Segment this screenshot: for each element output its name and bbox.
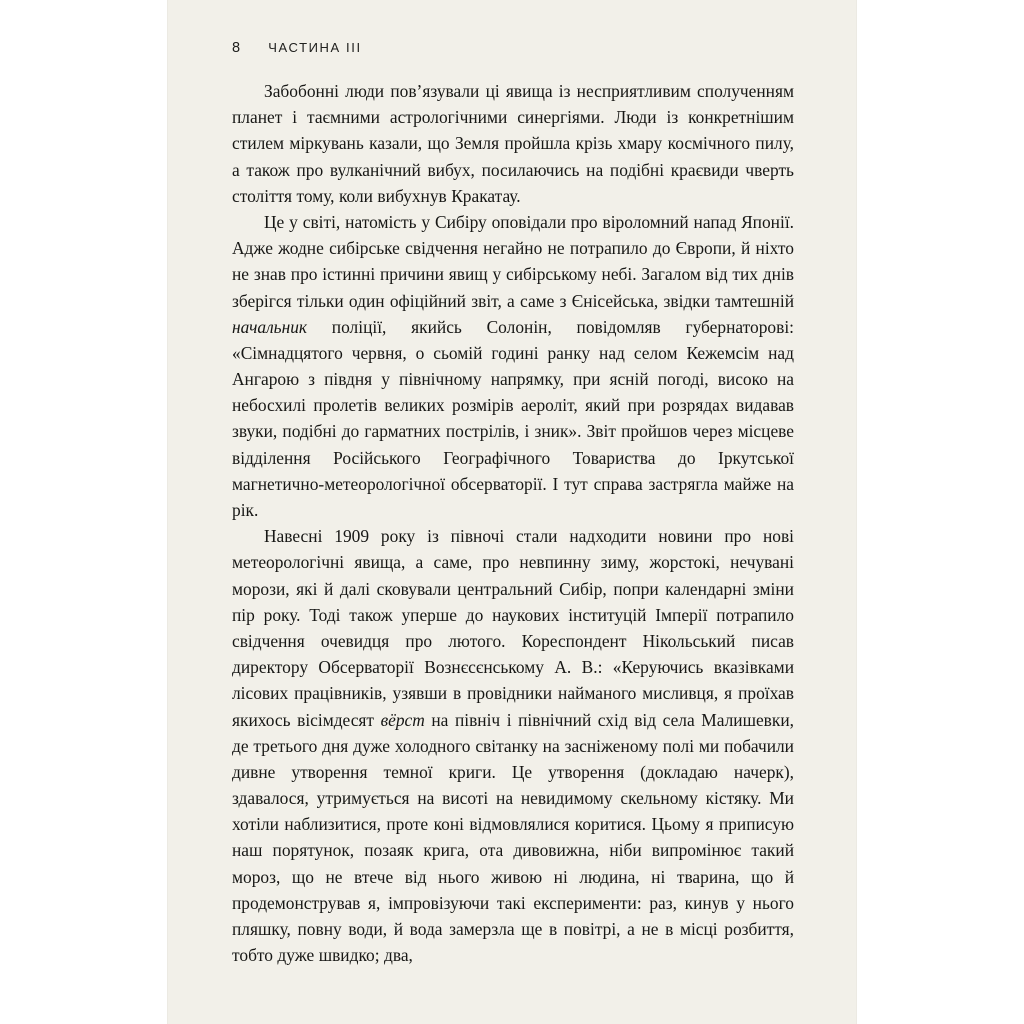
italic-term: начальник <box>232 316 308 337</box>
text-run: на північ і північний схід від села Малишевки, де третього дня дуже холодного світанку на засніженому полі ми побачили дивне утворення темної криги. Це утворення (докладаю начерк), здавалося, утримується на висоті на невидимому скельному кістяку. Ми хотіли наблизитися, проте коні відмовлялися коритися. Цьому я приписую наш порятунок, позаяк крига, ота дивовижна, ніби випромінює такий мороз, що не втече від нього живою ні людина, ні тварина, що й продемонстрував я, імпровізуючи такі експерименти: раз, кинув у нього пляшку, повну води, й вода замерзла ще в повітрі, а не в місці розбиття, тобто дуже швидко; два, <box>232 709 794 966</box>
body-text <box>232 78 794 968</box>
running-head <box>232 40 794 56</box>
paragraph-1: Забобонні люди пов’язували ці явища із несприятливим сполученням планет і таємними астрологічними синергіями. Люди із конкретнішим стилем міркувань казали, що Земля пройшла крізь хмару космічного пилу, а також про вулканічний вибух, посилаючись на подібні краєвиди чверть століття тому, коли вибухнув Кракатау. <box>232 81 794 206</box>
book-page <box>168 0 856 1024</box>
chapter-title: ЧАСТИНА III <box>268 40 362 55</box>
text-run: Навесні 1909 року із півночі стали надходити новини про нові метеорологічні явища, а саме, про невпинну зиму, жорстокі, нечувані морози, які й далі сковували центральний Сибір, попри календарні зміни пір року. Тоді також уперше до наукових інституцій Імперії потрапило свідчення очевидця про лютого. Кореспондент Нікольський писав директору Обсерваторії Вознєсєнському А. В.: «Керуючись вказівками лісових працівників, узявши в провідники найманого мисливця, я проїхав якихось вісімдесят <box>232 526 794 730</box>
paragraph-2 <box>232 209 794 523</box>
text-run: поліції, якийсь Солонін, повідомляв губернаторові: «Сімнадцятого червня, о сьомій годині ранку над селом Кежемсім над Ангарою з півдня у північному напрямку, при ясній погоді, високо на небосхилі пролетів великих розмірів аероліт, який при розрядах видавав звуки, подібні до гарматних пострілів, і зник». Звіт пройшов через місцеве відділення Російського Географічного Товариства до Іркутської магнетично-метеорологічної обсерваторії. І тут справа застрягла майже на рік. <box>232 316 794 520</box>
text-run: Це у світі, натомість у Сибіру оповідали про віроломний напад Японії. Адже жодне сибірське свідчення негайно не потрапило до Європи, й ніхто не знав про істинні причини явищ у сибірському небі. Загалом від тих днів зберігся тільки один офіційний звіт, а саме з Єнісейська, звідки тамтешній <box>232 211 794 311</box>
italic-term: вёрст <box>380 709 425 730</box>
paragraph-3 <box>232 523 794 968</box>
page-number: 8 <box>232 40 241 56</box>
page-content <box>232 40 794 968</box>
